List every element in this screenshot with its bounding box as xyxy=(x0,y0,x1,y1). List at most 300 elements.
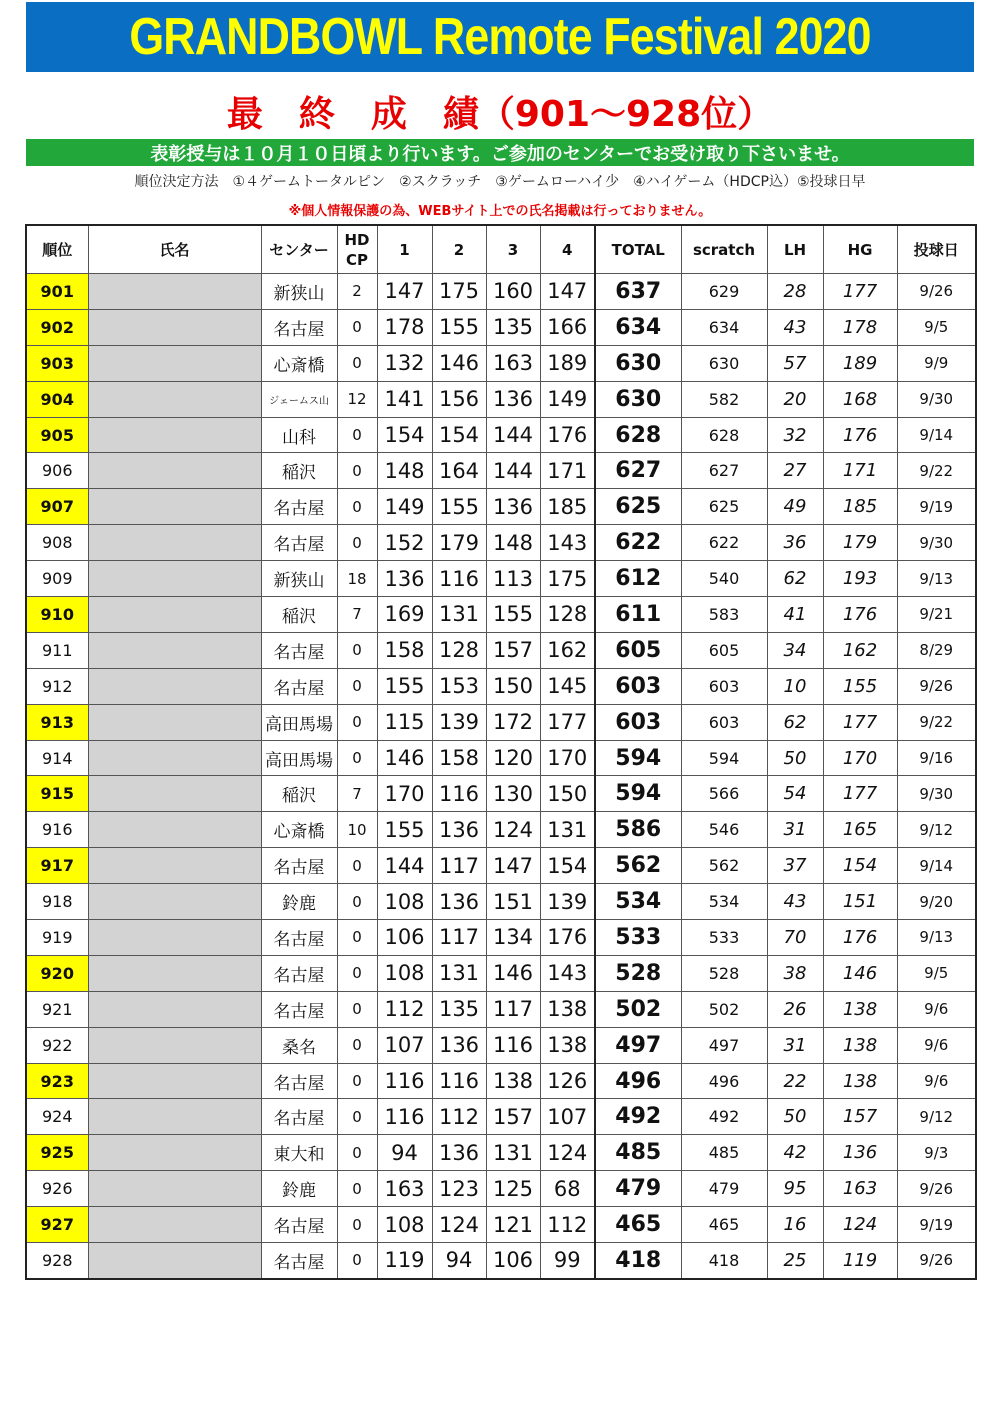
row-date: 9/5 xyxy=(897,309,976,345)
row-center: 名古屋 xyxy=(261,1243,337,1279)
row-center: 名古屋 xyxy=(261,1063,337,1099)
row-game2: 116 xyxy=(432,561,486,597)
table-row xyxy=(26,920,976,956)
row-game2: 124 xyxy=(432,1207,486,1243)
row-hdcp: 0 xyxy=(337,345,377,381)
row-lh: 25 xyxy=(767,1243,823,1279)
row-date: 9/19 xyxy=(897,1207,976,1243)
row-game2: 135 xyxy=(432,991,486,1027)
row-total: 479 xyxy=(595,1171,681,1207)
row-hg: 138 xyxy=(823,1063,897,1099)
row-name-redacted xyxy=(88,1207,261,1243)
row-scratch: 485 xyxy=(681,1135,767,1171)
row-lh: 34 xyxy=(767,632,823,668)
row-name-redacted xyxy=(88,453,261,489)
row-game4: 124 xyxy=(540,1135,595,1171)
row-name-redacted xyxy=(88,1063,261,1099)
row-date: 9/6 xyxy=(897,1027,976,1063)
col-rank: 順位 xyxy=(26,225,88,274)
row-game2: 139 xyxy=(432,704,486,740)
row-lh: 37 xyxy=(767,848,823,884)
row-hg: 165 xyxy=(823,812,897,848)
row-name-redacted xyxy=(88,274,261,310)
col-game1: 1 xyxy=(377,225,432,274)
row-game4: 138 xyxy=(540,1027,595,1063)
row-game3: 172 xyxy=(486,704,540,740)
row-date: 9/9 xyxy=(897,345,976,381)
row-center: 名古屋 xyxy=(261,309,337,345)
table-row xyxy=(26,1063,976,1099)
row-rank: 920 xyxy=(26,955,88,991)
row-rank: 907 xyxy=(26,489,88,525)
row-center: 心斎橋 xyxy=(261,812,337,848)
row-game1: 149 xyxy=(377,489,432,525)
col-game2: 2 xyxy=(432,225,486,274)
row-game2: 164 xyxy=(432,453,486,489)
row-name-redacted xyxy=(88,309,261,345)
row-center: 名古屋 xyxy=(261,632,337,668)
row-center: 名古屋 xyxy=(261,668,337,704)
row-center: 心斎橋 xyxy=(261,345,337,381)
row-lh: 20 xyxy=(767,381,823,417)
row-date: 8/29 xyxy=(897,632,976,668)
row-lh: 38 xyxy=(767,955,823,991)
row-center: 名古屋 xyxy=(261,1207,337,1243)
row-game2: 116 xyxy=(432,776,486,812)
row-game4: 107 xyxy=(540,1099,595,1135)
row-total: 630 xyxy=(595,381,681,417)
results-table xyxy=(25,224,977,1280)
row-scratch: 628 xyxy=(681,417,767,453)
col-center: センター xyxy=(261,225,337,274)
row-game2: 116 xyxy=(432,1063,486,1099)
row-date: 9/16 xyxy=(897,740,976,776)
table-row xyxy=(26,1207,976,1243)
row-game2: 136 xyxy=(432,1135,486,1171)
row-game2: 112 xyxy=(432,1099,486,1135)
row-lh: 57 xyxy=(767,345,823,381)
table-row xyxy=(26,489,976,525)
row-rank: 912 xyxy=(26,668,88,704)
table-row xyxy=(26,1099,976,1135)
row-rank: 910 xyxy=(26,597,88,633)
row-center: 東大和 xyxy=(261,1135,337,1171)
row-game1: 148 xyxy=(377,453,432,489)
row-rank: 917 xyxy=(26,848,88,884)
row-game3: 157 xyxy=(486,632,540,668)
row-date: 9/3 xyxy=(897,1135,976,1171)
row-total: 497 xyxy=(595,1027,681,1063)
row-game4: 126 xyxy=(540,1063,595,1099)
row-game1: 108 xyxy=(377,955,432,991)
row-game1: 163 xyxy=(377,1171,432,1207)
col-total: TOTAL xyxy=(595,225,681,274)
row-date: 9/26 xyxy=(897,1243,976,1279)
row-game4: 170 xyxy=(540,740,595,776)
row-game1: 94 xyxy=(377,1135,432,1171)
row-game3: 157 xyxy=(486,1099,540,1135)
row-scratch: 582 xyxy=(681,381,767,417)
row-rank: 922 xyxy=(26,1027,88,1063)
row-center: 名古屋 xyxy=(261,920,337,956)
table-row xyxy=(26,740,976,776)
row-rank: 905 xyxy=(26,417,88,453)
row-hdcp: 7 xyxy=(337,776,377,812)
row-game2: 175 xyxy=(432,274,486,310)
row-scratch: 627 xyxy=(681,453,767,489)
row-game2: 146 xyxy=(432,345,486,381)
row-total: 465 xyxy=(595,1207,681,1243)
row-date: 9/26 xyxy=(897,1171,976,1207)
row-hdcp: 0 xyxy=(337,1027,377,1063)
table-row xyxy=(26,597,976,633)
row-hg: 176 xyxy=(823,417,897,453)
row-game3: 144 xyxy=(486,453,540,489)
row-game3: 147 xyxy=(486,848,540,884)
row-hdcp: 10 xyxy=(337,812,377,848)
row-date: 9/20 xyxy=(897,884,976,920)
row-lh: 70 xyxy=(767,920,823,956)
row-scratch: 634 xyxy=(681,309,767,345)
row-name-redacted xyxy=(88,884,261,920)
row-game1: 119 xyxy=(377,1243,432,1279)
row-hg: 177 xyxy=(823,776,897,812)
table-row xyxy=(26,561,976,597)
row-hg: 163 xyxy=(823,1171,897,1207)
row-game1: 152 xyxy=(377,525,432,561)
col-hdcp-line2: CP xyxy=(345,250,368,269)
row-game1: 155 xyxy=(377,812,432,848)
row-hg: 179 xyxy=(823,525,897,561)
row-hdcp: 0 xyxy=(337,632,377,668)
row-hdcp: 0 xyxy=(337,1135,377,1171)
row-game1: 108 xyxy=(377,1207,432,1243)
row-game4: 147 xyxy=(540,274,595,310)
row-scratch: 540 xyxy=(681,561,767,597)
table-row xyxy=(26,453,976,489)
row-hg: 138 xyxy=(823,991,897,1027)
row-name-redacted xyxy=(88,345,261,381)
row-lh: 95 xyxy=(767,1171,823,1207)
row-name-redacted xyxy=(88,381,261,417)
row-lh: 10 xyxy=(767,668,823,704)
ranking-rule-text: 順位決定方法 ①４ゲームトータルピン ②スクラッチ ③ゲームローハイ少 ④ハイゲーム（HDCP込）⑤投球日早 xyxy=(134,174,866,190)
row-center: 名古屋 xyxy=(261,991,337,1027)
row-scratch: 534 xyxy=(681,884,767,920)
row-game3: 146 xyxy=(486,955,540,991)
row-center: 高田馬場 xyxy=(261,704,337,740)
row-hdcp: 0 xyxy=(337,668,377,704)
row-game4: 150 xyxy=(540,776,595,812)
row-game4: 166 xyxy=(540,309,595,345)
row-game4: 154 xyxy=(540,848,595,884)
row-total: 485 xyxy=(595,1135,681,1171)
row-rank: 923 xyxy=(26,1063,88,1099)
row-hg: 138 xyxy=(823,1027,897,1063)
row-game1: 144 xyxy=(377,848,432,884)
row-total: 534 xyxy=(595,884,681,920)
results-subtitle: 最 終 成 績（901〜928位） xyxy=(226,94,774,135)
row-name-redacted xyxy=(88,597,261,633)
row-game1: 116 xyxy=(377,1099,432,1135)
row-rank: 913 xyxy=(26,704,88,740)
row-hg: 168 xyxy=(823,381,897,417)
row-game4: 149 xyxy=(540,381,595,417)
row-game3: 130 xyxy=(486,776,540,812)
row-center: 稲沢 xyxy=(261,776,337,812)
row-game3: 138 xyxy=(486,1063,540,1099)
row-game4: 131 xyxy=(540,812,595,848)
row-total: 502 xyxy=(595,991,681,1027)
row-rank: 924 xyxy=(26,1099,88,1135)
row-date: 9/12 xyxy=(897,1099,976,1135)
row-game1: 147 xyxy=(377,274,432,310)
row-center: 新狭山 xyxy=(261,274,337,310)
row-scratch: 533 xyxy=(681,920,767,956)
row-name-redacted xyxy=(88,668,261,704)
row-scratch: 603 xyxy=(681,668,767,704)
row-hg: 176 xyxy=(823,920,897,956)
row-date: 9/30 xyxy=(897,776,976,812)
row-rank: 927 xyxy=(26,1207,88,1243)
row-hdcp: 0 xyxy=(337,417,377,453)
row-game4: 185 xyxy=(540,489,595,525)
row-rank: 911 xyxy=(26,632,88,668)
table-row xyxy=(26,381,976,417)
row-scratch: 546 xyxy=(681,812,767,848)
row-total: 562 xyxy=(595,848,681,884)
row-rank: 904 xyxy=(26,381,88,417)
row-lh: 62 xyxy=(767,561,823,597)
row-game1: 106 xyxy=(377,920,432,956)
row-game1: 115 xyxy=(377,704,432,740)
row-rank: 903 xyxy=(26,345,88,381)
row-name-redacted xyxy=(88,1243,261,1279)
row-rank: 926 xyxy=(26,1171,88,1207)
row-lh: 26 xyxy=(767,991,823,1027)
row-hg: 146 xyxy=(823,955,897,991)
row-rank: 906 xyxy=(26,453,88,489)
table-row xyxy=(26,776,976,812)
row-game3: 120 xyxy=(486,740,540,776)
row-scratch: 479 xyxy=(681,1171,767,1207)
row-game3: 155 xyxy=(486,597,540,633)
row-lh: 42 xyxy=(767,1135,823,1171)
row-total: 594 xyxy=(595,776,681,812)
row-date: 9/26 xyxy=(897,274,976,310)
award-notice-text: 表彰授与は１０月１０日頃より行います。ご参加のセンターでお受け取り下さいませ。 xyxy=(150,143,850,165)
row-rank: 921 xyxy=(26,991,88,1027)
row-game3: 125 xyxy=(486,1171,540,1207)
row-game3: 150 xyxy=(486,668,540,704)
row-game2: 136 xyxy=(432,812,486,848)
row-date: 9/30 xyxy=(897,525,976,561)
row-lh: 43 xyxy=(767,884,823,920)
col-hg: HG xyxy=(823,225,897,274)
row-center: 稲沢 xyxy=(261,597,337,633)
row-hdcp: 0 xyxy=(337,525,377,561)
row-rank: 918 xyxy=(26,884,88,920)
row-rank: 914 xyxy=(26,740,88,776)
row-center: 名古屋 xyxy=(261,525,337,561)
row-center: 稲沢 xyxy=(261,453,337,489)
row-hdcp: 0 xyxy=(337,453,377,489)
row-center: 桑名 xyxy=(261,1027,337,1063)
row-name-redacted xyxy=(88,955,261,991)
row-hg: 124 xyxy=(823,1207,897,1243)
row-total: 627 xyxy=(595,453,681,489)
row-game2: 155 xyxy=(432,489,486,525)
row-rank: 902 xyxy=(26,309,88,345)
row-lh: 49 xyxy=(767,489,823,525)
row-game1: 170 xyxy=(377,776,432,812)
row-hg: 189 xyxy=(823,345,897,381)
row-game2: 123 xyxy=(432,1171,486,1207)
row-hg: 193 xyxy=(823,561,897,597)
row-lh: 31 xyxy=(767,812,823,848)
row-name-redacted xyxy=(88,848,261,884)
row-hdcp: 0 xyxy=(337,740,377,776)
row-total: 611 xyxy=(595,597,681,633)
row-game4: 99 xyxy=(540,1243,595,1279)
row-game3: 160 xyxy=(486,274,540,310)
row-name-redacted xyxy=(88,740,261,776)
row-total: 533 xyxy=(595,920,681,956)
row-lh: 16 xyxy=(767,1207,823,1243)
row-hg: 154 xyxy=(823,848,897,884)
row-total: 603 xyxy=(595,704,681,740)
row-game1: 178 xyxy=(377,309,432,345)
row-name-redacted xyxy=(88,525,261,561)
table-row xyxy=(26,345,976,381)
row-hg: 170 xyxy=(823,740,897,776)
row-name-redacted xyxy=(88,812,261,848)
row-game3: 134 xyxy=(486,920,540,956)
row-game3: 116 xyxy=(486,1027,540,1063)
row-game2: 117 xyxy=(432,848,486,884)
row-game3: 124 xyxy=(486,812,540,848)
row-game3: 131 xyxy=(486,1135,540,1171)
table-row xyxy=(26,1135,976,1171)
row-hdcp: 0 xyxy=(337,309,377,345)
row-hdcp: 0 xyxy=(337,1063,377,1099)
row-center: 鈴鹿 xyxy=(261,1171,337,1207)
row-scratch: 583 xyxy=(681,597,767,633)
row-game4: 171 xyxy=(540,453,595,489)
table-row xyxy=(26,668,976,704)
row-date: 9/14 xyxy=(897,417,976,453)
row-center: 名古屋 xyxy=(261,489,337,525)
row-total: 634 xyxy=(595,309,681,345)
row-scratch: 629 xyxy=(681,274,767,310)
row-game2: 158 xyxy=(432,740,486,776)
row-hg: 178 xyxy=(823,309,897,345)
row-game4: 112 xyxy=(540,1207,595,1243)
row-hg: 119 xyxy=(823,1243,897,1279)
row-game2: 136 xyxy=(432,884,486,920)
row-rank: 928 xyxy=(26,1243,88,1279)
privacy-notice: ※個人情報保護の為、WEBサイト上での氏名掲載は行っておりません。 xyxy=(288,204,712,219)
row-lh: 41 xyxy=(767,597,823,633)
row-hg: 177 xyxy=(823,704,897,740)
row-total: 603 xyxy=(595,668,681,704)
table-row xyxy=(26,812,976,848)
row-hg: 185 xyxy=(823,489,897,525)
row-center: 新狭山 xyxy=(261,561,337,597)
row-hg: 177 xyxy=(823,274,897,310)
row-date: 9/22 xyxy=(897,453,976,489)
row-scratch: 622 xyxy=(681,525,767,561)
row-game3: 151 xyxy=(486,884,540,920)
row-total: 605 xyxy=(595,632,681,668)
row-hdcp: 0 xyxy=(337,848,377,884)
row-game3: 136 xyxy=(486,489,540,525)
row-hdcp: 0 xyxy=(337,955,377,991)
row-hdcp: 0 xyxy=(337,704,377,740)
col-hdcp xyxy=(337,225,377,274)
row-center: 名古屋 xyxy=(261,848,337,884)
row-scratch: 605 xyxy=(681,632,767,668)
row-game4: 189 xyxy=(540,345,595,381)
col-lh: LH xyxy=(767,225,823,274)
row-rank: 909 xyxy=(26,561,88,597)
row-date: 9/19 xyxy=(897,489,976,525)
table-row xyxy=(26,848,976,884)
row-game2: 131 xyxy=(432,597,486,633)
table-row xyxy=(26,1027,976,1063)
row-hdcp: 7 xyxy=(337,597,377,633)
col-game3: 3 xyxy=(486,225,540,274)
row-center: 名古屋 xyxy=(261,1099,337,1135)
row-hdcp: 0 xyxy=(337,1243,377,1279)
table-row xyxy=(26,991,976,1027)
row-rank: 925 xyxy=(26,1135,88,1171)
row-date: 9/30 xyxy=(897,381,976,417)
row-name-redacted xyxy=(88,1171,261,1207)
row-scratch: 465 xyxy=(681,1207,767,1243)
row-lh: 32 xyxy=(767,417,823,453)
table-row xyxy=(26,525,976,561)
row-name-redacted xyxy=(88,1099,261,1135)
row-name-redacted xyxy=(88,920,261,956)
row-scratch: 502 xyxy=(681,991,767,1027)
row-lh: 54 xyxy=(767,776,823,812)
row-game3: 144 xyxy=(486,417,540,453)
row-game4: 176 xyxy=(540,920,595,956)
row-game3: 148 xyxy=(486,525,540,561)
row-total: 492 xyxy=(595,1099,681,1135)
row-lh: 36 xyxy=(767,525,823,561)
row-scratch: 492 xyxy=(681,1099,767,1135)
row-game3: 113 xyxy=(486,561,540,597)
row-hdcp: 2 xyxy=(337,274,377,310)
row-hdcp: 0 xyxy=(337,991,377,1027)
row-hdcp: 0 xyxy=(337,1207,377,1243)
row-lh: 62 xyxy=(767,704,823,740)
row-total: 496 xyxy=(595,1063,681,1099)
row-hg: 157 xyxy=(823,1099,897,1135)
row-date: 9/6 xyxy=(897,991,976,1027)
row-game4: 162 xyxy=(540,632,595,668)
table-row xyxy=(26,1243,976,1279)
row-game4: 128 xyxy=(540,597,595,633)
row-name-redacted xyxy=(88,561,261,597)
row-lh: 31 xyxy=(767,1027,823,1063)
table-row xyxy=(26,417,976,453)
row-date: 9/13 xyxy=(897,920,976,956)
row-total: 630 xyxy=(595,345,681,381)
row-game1: 107 xyxy=(377,1027,432,1063)
